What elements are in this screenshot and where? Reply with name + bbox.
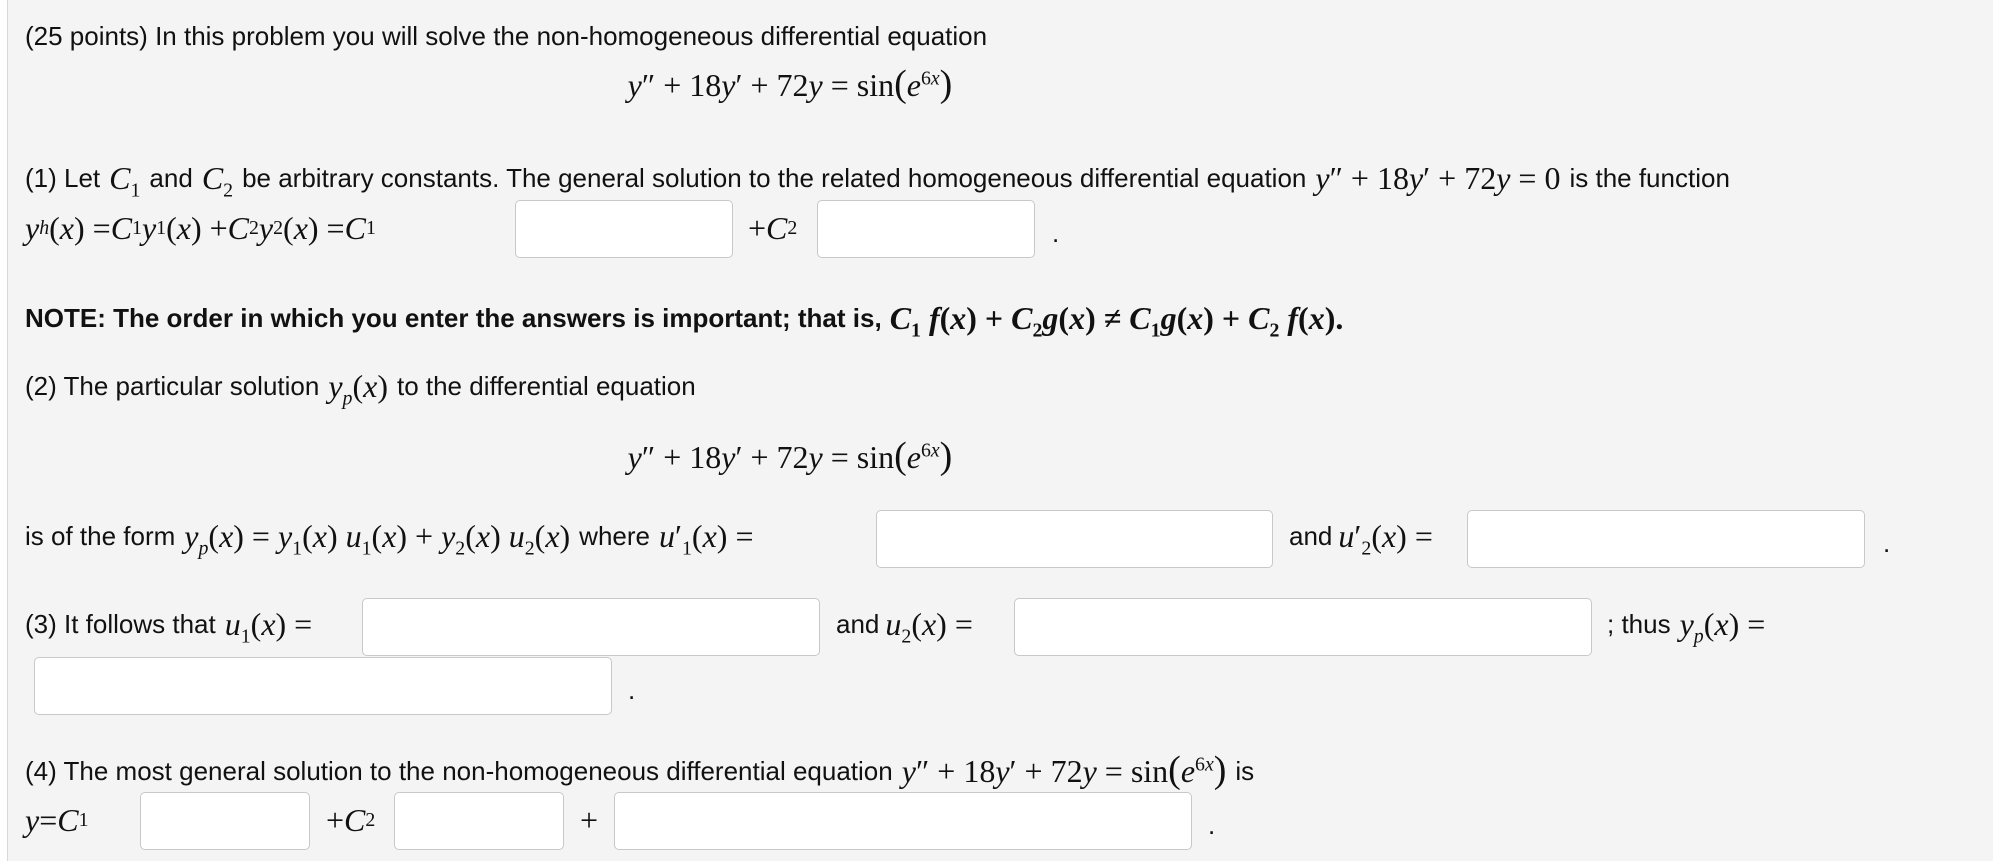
c1-symbol: $C_1$ bbox=[109, 160, 141, 202]
homog-equation: y″ + 18y′ + 72y = 0 bbox=[1315, 160, 1561, 196]
part2-line1 bbox=[25, 368, 696, 410]
yh-y2-input[interactable] bbox=[817, 200, 1035, 258]
yh-expression: y h ( x ) = C 1 y 1 ( x ) + C 2 y 2 ( x ) = C 1 bbox=[25, 210, 376, 246]
u2prime-line bbox=[1289, 518, 1433, 560]
part4-equation: $y'' + 18y' + 72y = \sin(e^{6x})$ bbox=[901, 749, 1227, 791]
note-line bbox=[25, 300, 1344, 342]
part1-text-a: (1) Let bbox=[25, 163, 101, 193]
gen-plus-c2-label: + C 2 bbox=[326, 802, 376, 838]
part2-text-a: (2) The particular solution bbox=[25, 371, 320, 401]
part1-line1 bbox=[25, 160, 1730, 202]
period-1: . bbox=[1052, 218, 1060, 248]
part3-line bbox=[25, 606, 313, 648]
plus-c2-label: + C 2 bbox=[748, 210, 798, 246]
yp-eq-label: $y_p(x)$ = bbox=[1679, 606, 1766, 648]
part1-text-b: and bbox=[149, 163, 193, 193]
and-text-3: and bbox=[836, 609, 880, 639]
yp-input[interactable] bbox=[34, 657, 612, 715]
is-text: is bbox=[1235, 755, 1255, 786]
plus-sign-text: + bbox=[580, 802, 599, 838]
thus-line bbox=[1607, 606, 1766, 648]
y-eq-c1-label: y = C 1 bbox=[25, 802, 89, 838]
and-text-2: and bbox=[1289, 521, 1333, 551]
u2prime-label: $u'_2(x)$ = bbox=[1338, 518, 1433, 560]
period-3: . bbox=[628, 675, 636, 705]
part4-text: (4) The most general solution to the non-homogeneous differential equation bbox=[25, 755, 893, 786]
part1-text-c: be arbitrary constants. The general solution to the related homogeneous differential equation bbox=[242, 163, 1307, 193]
part2-form-line bbox=[25, 518, 754, 560]
period-4: . bbox=[1208, 810, 1216, 840]
intro-label: (25 points) In this problem you will solve the non-homogeneous differential equation bbox=[25, 21, 988, 51]
u1prime-label: $u'_1(x)$ = bbox=[659, 518, 754, 560]
u1-label: $u_1(x)$ = bbox=[224, 606, 313, 648]
intro-text bbox=[25, 18, 987, 54]
part2-text-b: to the differential equation bbox=[396, 371, 696, 401]
part2-equation: $y'' + 18y' + 72y = \sin(e^{6x})$ bbox=[627, 435, 953, 477]
note-math: $C_1$ $f(x) + C_2g(x) \ne C_1g(x) + C_2$ f(x). bbox=[889, 300, 1344, 342]
thus-text: ; thus bbox=[1607, 609, 1671, 639]
yh-y1-input[interactable] bbox=[515, 200, 733, 258]
c2-symbol: $C_2$ bbox=[201, 160, 234, 202]
period-2: . bbox=[1883, 528, 1891, 558]
main-equation: $y'' + 18y' + 72y = \sin(e^{6x})$ bbox=[627, 63, 953, 105]
part3-text-a: (3) It follows that bbox=[25, 609, 216, 639]
part2-form-text: is of the form bbox=[25, 521, 176, 551]
u1prime-input[interactable] bbox=[876, 510, 1273, 568]
u2-input[interactable] bbox=[1014, 598, 1592, 656]
gen-yp-input[interactable] bbox=[614, 792, 1192, 850]
yp-form-math: $y_p(x) = y_1(x) u_1(x) + y_2(x)$ $u_2(x)$ bbox=[184, 518, 571, 560]
u2prime-input[interactable] bbox=[1467, 510, 1865, 568]
gen-plus-sign bbox=[580, 802, 598, 838]
u2-line bbox=[836, 606, 973, 648]
u2-label: $u_2(x)$ = bbox=[885, 606, 973, 648]
note-bold-text: NOTE: The order in which you enter the answers is important; that is, bbox=[25, 303, 882, 333]
gen-y1-input[interactable] bbox=[140, 792, 310, 850]
yp-symbol: $y_p(x)$ bbox=[328, 368, 388, 410]
problem-panel bbox=[7, 0, 1993, 861]
part4-line bbox=[25, 749, 1255, 791]
u1-input[interactable] bbox=[362, 598, 820, 656]
where-text: where bbox=[579, 521, 650, 551]
part1-text-d: is the function bbox=[1569, 163, 1730, 193]
gen-y2-input[interactable] bbox=[394, 792, 564, 850]
